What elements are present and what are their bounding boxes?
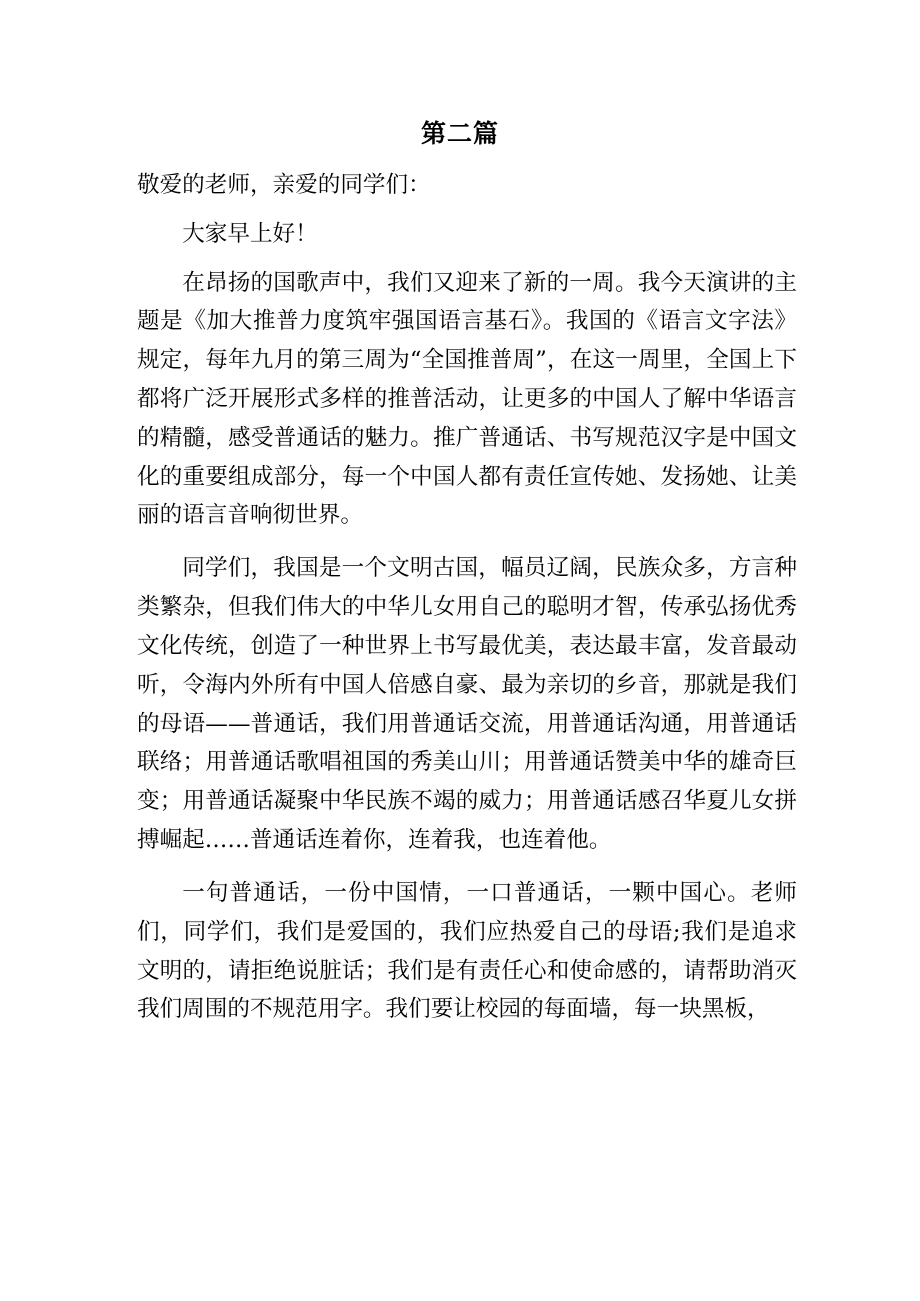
paragraph-3: 一句普通话，一份中国情，一口普通话，一颗中国心。老师们，同学们，我们是爱国的，我们应热爱自己的母语;我们是追求文明的，请拒绝说脏话；我们是有责任心和使命感的，请帮助消灭我们周围的不规范用字。我们要让校园的每面墙，每一块黑板， — [137, 879, 797, 1023]
document-body — [137, 166, 797, 1029]
salutation: 敬爱的老师，亲爱的同学们： — [137, 172, 431, 198]
document-title: 第二篇 — [420, 119, 499, 148]
paragraph-2: 同学们，我国是一个文明古国，幅员辽阔，民族众多，方言种类繁杂，但我们伟大的中华儿女用自己的聪明才智，传承弘扬优秀文化传统，创造了一种世界上书写最优美，表达最丰富，发音最动听，令海内外所有中国人倍感自豪、最为亲切的乡音，那就是我们的母语——普通话，我们用普通话交流，用普通话沟通，用普通话联络；用普通话歌唱祖国的秀美山川；用普通话赞美中华的雄奇巨变；用普通话凝聚中华民族不竭的威力；用普通话感召华夏儿女拼搏崛起……普通话连着你，连着我，也连着他。 — [137, 555, 797, 853]
greeting: 大家早上好！ — [182, 220, 318, 247]
paragraph-1: 在昂扬的国歌声中，我们又迎来了新的一周。我今天演讲的主题是《加大推普力度筑牢强国语言基石》。我国的《语言文字法》规定，每年九月的第三周为“全国推普周”，在这一周里，全国上下都将广泛开展形式多样的推普活动，让更多的中国人了解中华语言的精髓，感受普通话的魅力。推广普通话、书写规范汉字是中国文化的重要组成部分，每一个中国人都有责任宣传她、发扬她、让美丽的语言音响彻世界。 — [137, 269, 797, 529]
